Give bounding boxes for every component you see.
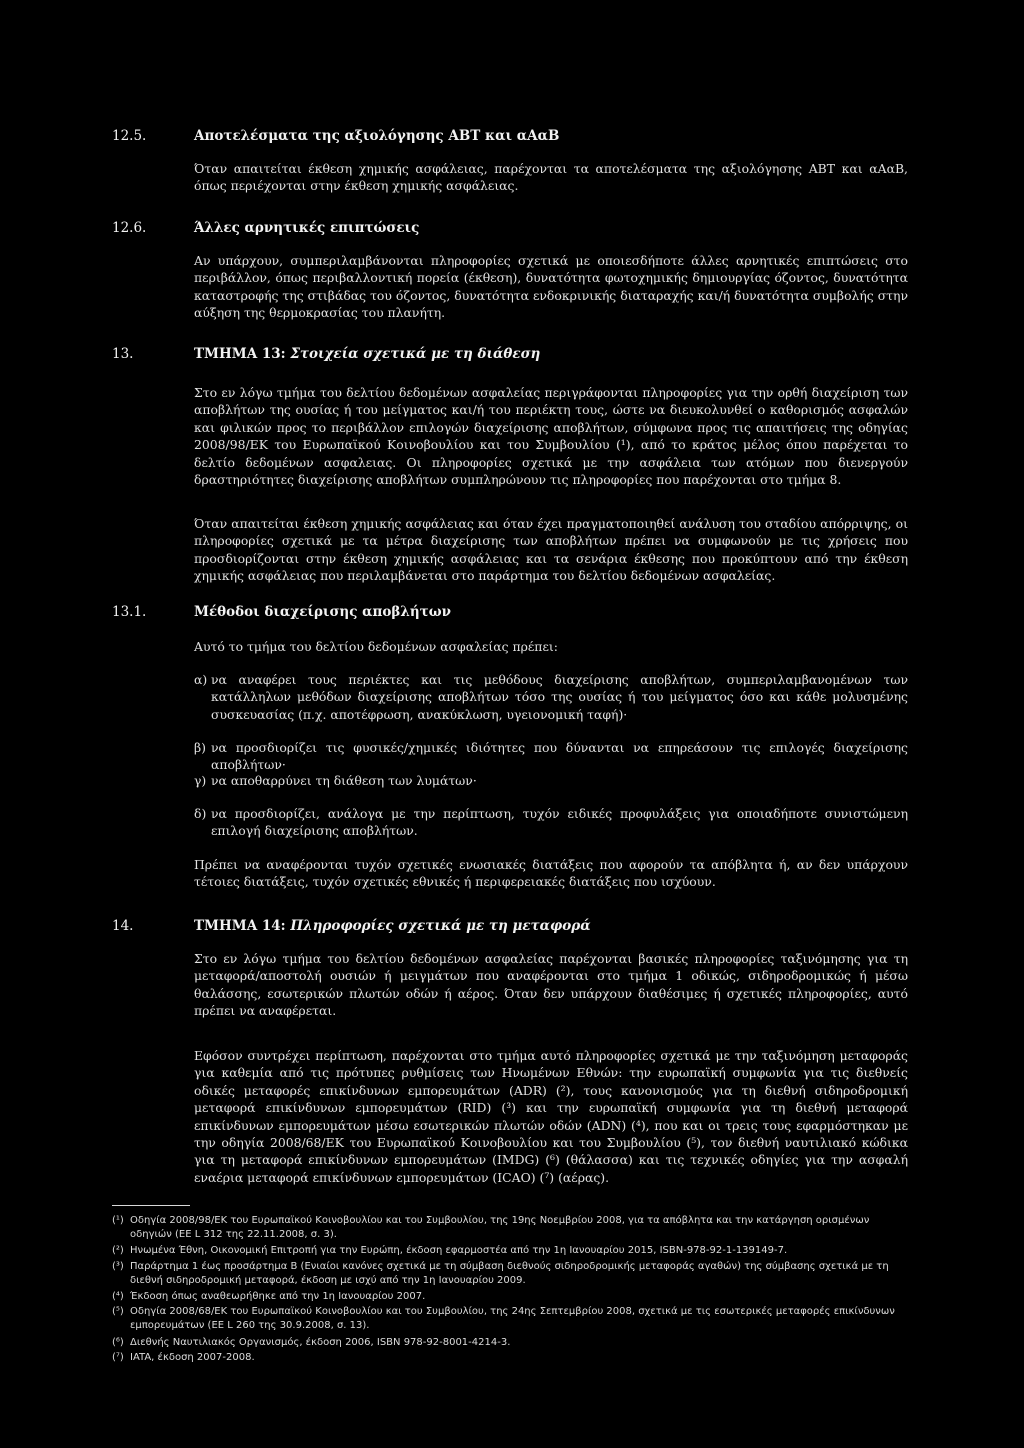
section-12-5-heading	[112, 128, 559, 144]
section-title: Μέθοδοι διαχείρισης αποβλήτων	[194, 604, 451, 620]
list-item	[194, 671, 908, 723]
section-13-para-2: Όταν απαιτείται έκθεση χημικής ασφάλειας και όταν έχει πραγματοποιηθεί ανάλυση του σταδίου απόρριψης, οι πληροφορίες σχετικά με τα μέτρα διαχείρισης των αποβλήτων πρέπει να συμφωνούν με τις χρήσεις που προσδιορίζονται στην έκθεση χημικής ασφάλειας και τα σενάρια έκθεσης που προκύπτουν από την έκθεση χημικής ασφάλειας που περιλαμβάνεται στο παράρτημα του δελτίου δεδομένων ασφαλείας.	[194, 516, 908, 584]
section-title-italic: Πληροφορίες σχετικά με τη μεταφορά	[290, 918, 591, 934]
list-item	[194, 805, 908, 840]
footnote-mark: (⁷)	[112, 1352, 124, 1363]
footnote-5	[112, 1305, 908, 1332]
footnote-mark: (⁶)	[112, 1337, 124, 1348]
footnote-2	[112, 1244, 908, 1258]
list-item-mark: δ)	[194, 806, 207, 821]
section-title: Άλλες αρνητικές επιπτώσεις	[194, 220, 420, 236]
footnote-1	[112, 1214, 908, 1241]
section-12-5-text: Όταν απαιτείται έκθεση χημικής ασφάλειας, παρέχονται τα αποτελέσματα της αξιολόγησης ΑΒΤ και αΑαΒ, όπως περιέχονται στην έκθεση χημικής ασφάλειας.	[194, 161, 908, 194]
footnote-mark: (³)	[112, 1261, 124, 1272]
list-item-mark: γ)	[194, 773, 207, 788]
list-item-text: να αναφέρει τους περιέκτες και τις μεθόδους διαχείρισης αποβλήτων, συμπεριλαμβανομένων των κατάλληλων μεθόδων διαχείρισης αποβλήτων τόσο της ουσίας ή του μείγματος όσο και κάθε μολυσμένης συσκευασίας (π.χ. αποτέφρωση, ανακύκλωση, υγειονομική ταφή)·	[211, 672, 908, 722]
section-title-italic: Στοιχεία σχετικά με τη διάθεση	[290, 346, 541, 362]
section-13-1-intro: Αυτό το τμήμα του δελτίου δεδομένων ασφαλείας πρέπει:	[194, 639, 558, 654]
section-13-heading	[112, 346, 540, 362]
footnote-7	[112, 1351, 908, 1365]
list-item-mark: β)	[194, 740, 206, 755]
section-title-prefix: ΤΜΗΜΑ 14:	[194, 918, 286, 934]
footnote-mark: (¹)	[112, 1215, 124, 1226]
list-item-mark: α)	[194, 672, 208, 687]
footnote-divider	[112, 1205, 190, 1206]
list-item-text: να αποθαρρύνει τη διάθεση των λυμάτων·	[211, 773, 477, 788]
section-number: 12.6.	[112, 220, 147, 236]
footnote-mark: (⁵)	[112, 1306, 124, 1317]
footnote-mark: (⁴)	[112, 1291, 124, 1302]
section-14-para-1: Στο εν λόγω τμήμα του δελτίου δεδομένων ασφαλείας παρέχονται βασικές πληροφορίες ταξινόμησης για τη μεταφορά/αποστολή ουσιών ή μειγμάτων που αναφέρονται στο τμήμα 1 οδικώς, σιδηροδρομικώς ή μέσω θαλάσσης, εσωτερικών πλωτών οδών ή αέρος. Όταν δεν υπάρχουν διαθέσιμες ή σχετικές πληροφορίες, αυτό πρέπει να αναφέρεται.	[194, 951, 908, 1019]
footnote-3	[112, 1260, 908, 1287]
footnote-4	[112, 1290, 908, 1304]
footnote-text: Ηνωμένα Έθνη, Οικονομική Επιτροπή για την Ευρώπη, έκδοση εφαρμοστέα από την 1η Ιανουαρίου 2015, ISBN-978-92-1-139149-7.	[130, 1245, 788, 1256]
section-title	[194, 918, 591, 934]
section-13-1-closing: Πρέπει να αναφέρονται τυχόν σχετικές ενωσιακές διατάξεις που αφορούν τα απόβλητα ή, αν δεν υπάρχουν τέτοιες διατάξεις, τυχόν σχετικές εθνικές ή περιφερειακές διατάξεις που ισχύουν.	[194, 857, 908, 890]
list-item-text: να προσδιορίζει τις φυσικές/χημικές ιδιότητες που δύνανται να επηρεάσουν τις επιλογές διαχείρισης αποβλήτων·	[211, 740, 908, 773]
section-number: 14.	[112, 918, 134, 934]
list-item	[194, 739, 908, 774]
footnote-text: Έκδοση όπως αναθεωρήθηκε από την 1η Ιανουαρίου 2007.	[130, 1291, 426, 1302]
section-14-para-2: Εφόσον συντρέχει περίπτωση, παρέχονται στο τμήμα αυτό πληροφορίες σχετικά με την ταξινόμηση μεταφοράς για καθεμία από τις πρότυπες ρυθμίσεις των Ηνωμένων Εθνών: την ευρωπαϊκή συμφωνία για τις διεθνείς οδικές μεταφορές επικίνδυνων εμπορευμάτων (ADR) (²), τους κανονισμούς για τη διεθνή σιδηροδρομική μεταφορά επικίνδυνων εμπορευμάτων (RID) (³) και την ευρωπαϊκή συμφωνία για τη διεθνή μεταφορά επικίνδυνων εμπορευμάτων μέσω εσωτερικών πλωτών οδών (ADN) (⁴), που και οι τρεις τους εφαρμόστηκαν με την οδηγία 2008/68/ΕΚ του Ευρωπαϊκού Κοινοβουλίου και του Συμβουλίου (⁵), τον διεθνή ναυτιλιακό κώδικα για τη μεταφορά επικίνδυνων εμπορευμάτων (IMDG) (⁶) (θάλασσα) και τις τεχνικές οδηγίες για την ασφαλή εναέρια μεταφορά επικίνδυνων εμπορευμάτων (ICAO) (⁷) (αέρας).	[194, 1048, 908, 1185]
footnote-text: IATA, έκδοση 2007-2008.	[130, 1352, 255, 1363]
section-14-heading	[112, 918, 591, 934]
section-title: Αποτελέσματα της αξιολόγησης ΑΒΤ και αΑαΒ	[194, 128, 560, 144]
section-12-6-text: Αν υπάρχουν, συμπεριλαμβάνονται πληροφορίες σχετικά με οποιεσδήποτε άλλες αρνητικές επιπτώσεις στο περιβάλλον, όπως περιβαλλοντική πορεία (έκθεση), δυνατότητα φωτοχημικής δημιουργίας όζοντος, δυνατότητα καταστροφής της στιβάδας του όζοντος, δυνατότητα ενδοκρινικής διαταραχής και/ή δυνατότητα συμβολής στην αύξηση της θερμοκρασίας του πλανήτη.	[194, 253, 908, 321]
footnote-text: Οδηγία 2008/68/ΕΚ του Ευρωπαϊκού Κοινοβουλίου και του Συμβουλίου, της 24ης Σεπτεμβρίου 2008, σχετικά με τις εσωτερικές μεταφορές επικίνδυνων εμπορευμάτων (ΕΕ L 260 της 30.9.2008, σ. 13).	[130, 1306, 895, 1331]
section-13-para-1: Στο εν λόγω τμήμα του δελτίου δεδομένων ασφαλείας περιγράφονται πληροφορίες για την ορθή διαχείριση των αποβλήτων της ουσίας ή του μείγματος και/ή του περιέκτη τους, ώστε να διευκολυνθεί ο καθορισμός ασφαλών και φιλικών προς το περιβάλλον επιλογών διαχείρισης αποβλήτων, σύμφωνα προς τις απαιτήσεις της οδηγίας 2008/98/ΕΚ του Ευρωπαϊκού Κοινοβουλίου και του Συμβουλίου (¹), από το κράτος μέλος όπου παρέχεται το δελτίο δεδομένων ασφαλειας. Οι πληροφορίες σχετικά με την ασφάλεια των ατόμων που διενεργούν δραστηριότητες διαχείρισης αποβλήτων συμπληρώνουν τις πληροφορίες που παρέχονται στο τμήμα 8.	[194, 385, 908, 488]
section-title	[194, 346, 540, 362]
footnote-text: Οδηγία 2008/98/ΕΚ του Ευρωπαϊκού Κοινοβουλίου και του Συμβουλίου, της 19ης Νοεμβρίου 2008, για τα απόβλητα και την κατάργηση ορισμένων οδηγιών (ΕΕ L 312 της 22.11.2008, σ. 3).	[130, 1215, 870, 1240]
footnote-text: Διεθνής Ναυτιλιακός Οργανισμός, έκδοση 2006, ISBN 978-92-8001-4214-3.	[130, 1337, 511, 1348]
footnote-mark: (²)	[112, 1245, 124, 1256]
section-13-1-heading	[112, 604, 451, 620]
section-number: 13.1.	[112, 604, 147, 620]
list-item-text: να προσδιορίζει, ανάλογα με την περίπτωση, τυχόν ειδικές προφυλάξεις για οποιαδήποτε συνιστώμενη επιλογή διαχείρισης αποβλήτων.	[211, 806, 908, 839]
section-number: 13.	[112, 346, 134, 362]
section-number: 12.5.	[112, 128, 147, 144]
footnote-6	[112, 1336, 908, 1350]
section-12-6-heading	[112, 220, 419, 236]
section-title-prefix: ΤΜΗΜΑ 13:	[194, 346, 286, 362]
footnote-text: Παράρτημα 1 έως προσάρτημα Β (Ενιαίοι κανόνες σχετικά με τη σύμβαση διεθνούς σιδηροδρομικής μεταφοράς αγαθών) της σύμβασης σχετικά με τη διεθνή σιδηροδρομική μεταφορά, έκδοση με ισχύ από την 1η Ιανουαρίου 2009.	[130, 1261, 889, 1286]
list-item	[194, 772, 908, 789]
